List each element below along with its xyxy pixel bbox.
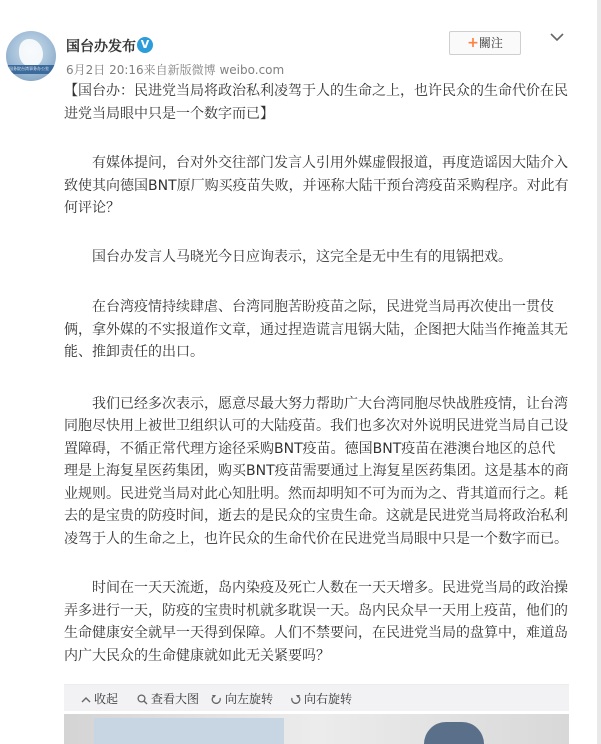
post-paragraph: 时间在一天天流逝，岛内染疫及死亡人数在一天天增多。民进党当局的政治操弄多进行一天，防疫的宝贵时机就多耽误一天。岛内民众早一天用上疫苗，他们的生命健康安全就早一天得到保障。人们不禁要问，在民进党当局的盘算中，难道岛内广大民众的生命健康就如此无关紧要吗？ — [64, 580, 568, 664]
post-meta: 6月2日 20:16来自新版微博 weibo.com — [66, 63, 285, 77]
post-paragraph: 国台办发言人马晓光今日应询表示，这完全是无中生有的甩锅把戏。 — [92, 248, 512, 265]
image-toolbar — [64, 684, 569, 711]
collapse-label: 收起 — [94, 692, 119, 706]
rotate-right-button[interactable] — [290, 690, 352, 707]
follow-button[interactable] — [449, 31, 521, 55]
chevron-down-icon[interactable] — [549, 30, 565, 44]
rotate-right-icon — [290, 694, 301, 705]
post-text — [64, 80, 569, 667]
taiwan-map-icon — [19, 39, 43, 67]
account-name[interactable]: 国台办发布 — [66, 39, 136, 55]
rotate-left-label: 向左旋转 — [225, 692, 274, 706]
page-scroll-edge — [597, 0, 601, 744]
magnifier-icon — [137, 694, 148, 705]
post-paragraph: 我们已经多次表示，愿意尽最大努力帮助广大台湾同胞尽快战胜疫情，让台湾同胞尽快用上被世卫组织认可的大陆疫苗。我们也多次对外说明民进党当局自己设置障碍，不循正常代理方途径采购BNT疫苗。德国BNT疫苗在港澳台地区的总代理是上海复星医药集团，购买BNT疫苗需要通过上海复星医药集团。这是基本的商业规则。民进党当局对此心知肚明。然而却明知不可为而为之、背其道而行之。耗去的是宝贵的防疫时间，逝去的是民众的宝贵生命。这就是民进党当局将政治私利凌驾于人的生命之上，也许民众的生命代价在民进党当局眼中只是一个数字而已。 — [64, 395, 569, 547]
avatar-text: 国务院台湾事务办公室 — [9, 66, 49, 71]
collapse-button[interactable] — [81, 690, 118, 707]
post-paragraph: 有媒体提问，台对外交往部门发言人引用外媒虚假报道，再度造谣因大陆介入致使其向德国BNT原厂购买疫苗失败，并诬称大陆干预台湾疫苗采购程序。对此有何评论？ — [64, 155, 569, 216]
view-large-label: 查看大图 — [151, 692, 200, 706]
rotate-left-icon — [211, 694, 222, 705]
view-large-button[interactable] — [137, 690, 199, 707]
image-backdrop — [94, 718, 284, 744]
avatar[interactable] — [6, 31, 56, 81]
plus-icon: + — [467, 35, 479, 51]
post-image[interactable] — [64, 714, 569, 744]
follow-label: 關注 — [478, 36, 503, 50]
post-title-line: 【国台办：民进党当局将政治私利凌驾于人的生命之上，也许民众的生命代价在民进党当局眼中只是一个数字而已】 — [64, 83, 568, 122]
verified-v-icon: V — [137, 37, 153, 53]
collapse-icon — [81, 695, 91, 705]
image-figure — [424, 722, 484, 744]
post-paragraph: 在台湾疫情持续肆虐、台湾同胞苦盼疫苗之际，民进党当局再次使出一贯伎俩，拿外媒的不实报道作文章，通过捏造谎言甩锅大陆，企图把大陆当作掩盖其无能、推卸责任的出口。 — [64, 299, 568, 360]
rotate-left-button[interactable] — [211, 690, 273, 707]
rotate-right-label: 向右旋转 — [304, 692, 353, 706]
